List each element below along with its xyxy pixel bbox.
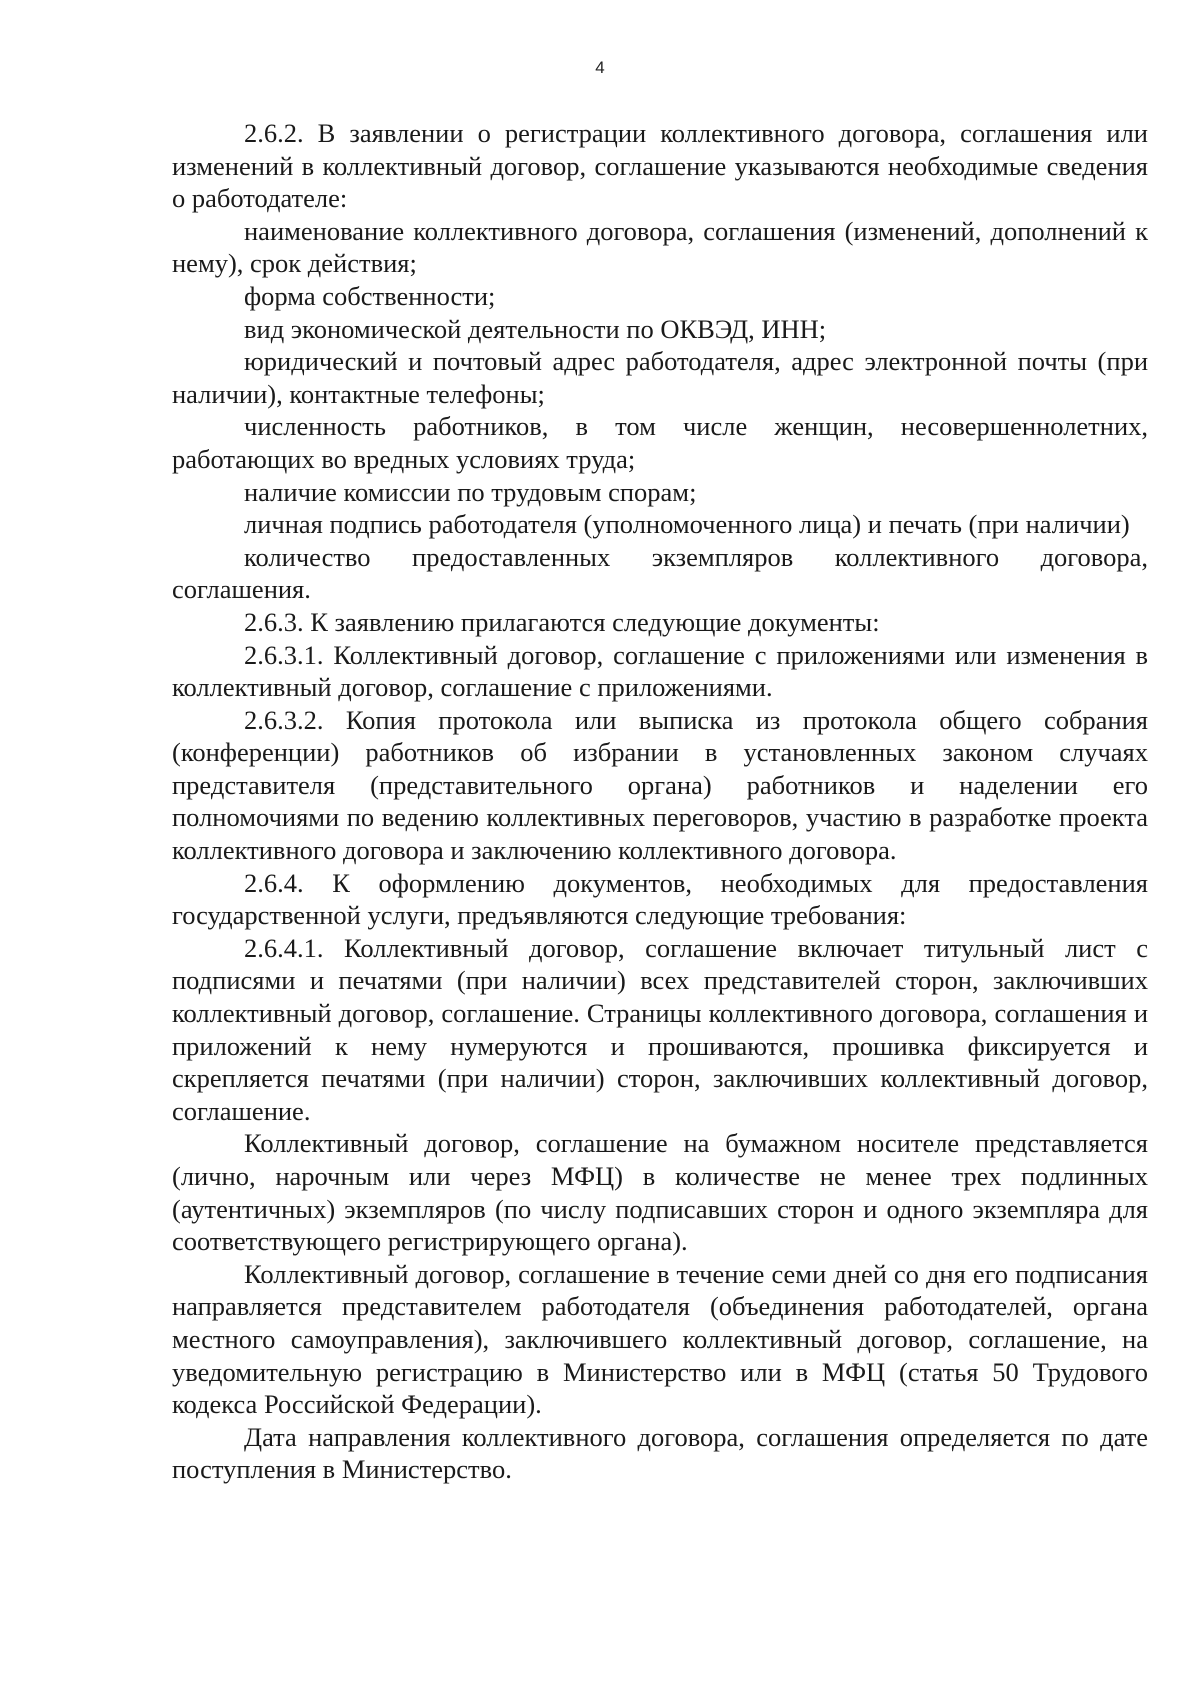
paragraph: Коллективный договор, соглашение в течение семи дней со дня его подписания направляется представителем работодателя (объединения работодателей, органа местного самоуправления), заключившего коллективный договор, соглашение, на уведомительную регистрацию в Министерство или в МФЦ (статья 50 Трудового кодекса Российской Федерации).	[172, 1258, 1148, 1420]
page-number: 4	[595, 58, 605, 77]
document-body	[172, 117, 1148, 1486]
paragraph: 2.6.3.1. Коллективный договор, соглашение с приложениями или изменения в коллективный договор, соглашение с приложениями.	[172, 639, 1148, 703]
paragraph: форма собственности;	[244, 280, 496, 311]
paragraph: 2.6.2. В заявлении о регистрации коллективного договора, соглашения или изменений в коллективный договор, соглашение указываются необходимые сведения о работодателе:	[172, 118, 1148, 214]
paragraph: количество предоставленных экземпляров коллективного договора, соглашения.	[172, 541, 1148, 605]
paragraph: численность работников, в том числе женщин, несовершеннолетних, работающих во вредных условиях труда;	[172, 411, 1148, 474]
paragraph: вид экономической деятельности по ОКВЭД, ИНН;	[244, 313, 827, 344]
paragraph: 2.6.3.2. Копия протокола или выписка из протокола общего собрания (конференции) работников об избрании в установленных законом случаях представителя (представительного органа) работников и наделении его полномочиями по ведению коллективных переговоров, участию в разработке проекта коллективного договора и заключению коллективного договора.	[172, 704, 1148, 866]
paragraph: юридический и почтовый адрес работодателя, адрес электронной почты (при наличии), контактные телефоны;	[172, 346, 1148, 409]
paragraph: личная подпись работодателя (уполномоченного лица) и печать (при наличии)	[244, 509, 1130, 540]
paragraph: наименование коллективного договора, соглашения (изменений, дополнений к нему), срок действия;	[172, 215, 1148, 279]
paragraph: 2.6.4.1. Коллективный договор, соглашение включает титульный лист с подписями и печатями (при наличии) всех представителей сторон, заключивших коллективный договор, соглашение. Страницы коллективного договора, соглашения и приложений к нему нумеруются и прошиваются, прошивка фиксируется и скрепляется печатями (при наличии) сторон, заключивших коллективный договор, соглашение.	[172, 932, 1148, 1126]
paragraph: 2.6.4. К оформлению документов, необходимых для предоставления государственной услуги, предъявляются следующие требования:	[172, 867, 1148, 931]
paragraph: Коллективный договор, соглашение на бумажном носителе представляется (лично, нарочным или через МФЦ) в количестве не менее трех подлинных (аутентичных) экземпляров (по числу подписавших сторон и одного экземпляра для соответствующего регистрирующего органа).	[172, 1128, 1148, 1257]
paragraph: 2.6.3. К заявлению прилагаются следующие документы:	[244, 606, 880, 637]
paragraph: Дата направления коллективного договора, соглашения определяется по дате поступления в Министерство.	[172, 1421, 1148, 1485]
paragraph: наличие комиссии по трудовым спорам;	[244, 476, 697, 507]
